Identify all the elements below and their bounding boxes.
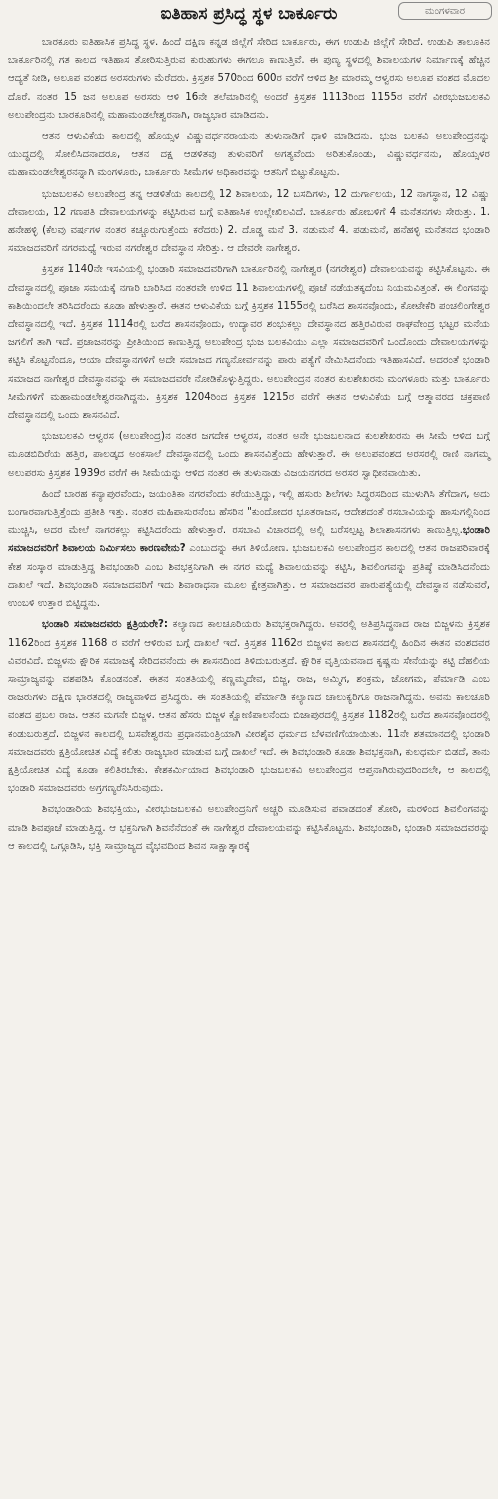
paragraph-7-tail: ಕಲ್ಯಾಣದ ಕಾಲಚೂರಿಯರು ಶಿವಭಕ್ತರಾಗಿದ್ದರು. ಅವರಲ್ಲಿ ಅತಿಪ್ರಸಿದ್ಧನಾದ ರಾಜ ಬಿಜ್ಜಳನು ಕ್ರಿಸ್ತಶಕ 1162ರಿಂದ ಕ್ರಿಸ್ತಶಕ 1168 ರ ವರೆಗೆ ಆಳಿರುವ ಬಗ್ಗೆ ದಾಖಲೆ ಇದೆ. ಕ್ರಿಸ್ತಶಕ 1162ರ ಬಿಜ್ಜಳನ ಕಾಲದ ಶಾಸನದಲ್ಲಿ ಹಿಂದಿನ ಈತನ ವಂಶದವರ ವಿವರವಿದೆ. ಬಿಜ್ಜಳನು ಕ್ಷೌರಿಕ ಸಮಾಜಕ್ಕೆ ಸೇರಿದವನೆಂದು ಈ ಶಾಸನದಿಂದ ತಿಳಿದುಬರುತ್ತದೆ. ಕ್ಷೌರಿಕ ವೃತ್ತಿಯವನಾದ ಕೃಷ್ಣನು ಸೇನೆಯನ್ನು ಕಟ್ಟಿ ದೆಹಲಿಯ ಸಾಮ್ರಾಜ್ಯವನ್ನು ವಶಪಡಿಸಿ ಕೊಂಡನಂತೆ. ಈತನ ಸಂತತಿಯಲ್ಲಿ ಕಣ್ಣಮ್ಮದೇವ, ಬಿಜ್ಜ, ರಾಜ, ಅಮ್ಮಿಗ, ಶಂಕ್ರಮ, ಜೋಗಮ, ಪೆರ್ಮಾಡಿ ಎಂಬ ರಾಜರುಗಳು ದಕ್ಷಿಣ ಭಾರತದಲ್ಲಿ ರಾಜ್ಯವಾಳಿದ ಪ್ರಸಿದ್ಧರು. ಈ ಸಂತತಿಯಲ್ಲಿ ಪೆರ್ಮಾಡಿ ಕಲ್ಯಾಣದ ಚಾಲುಕ್ಯರಿಗೂ ರಾಜನಾಗಿದ್ದನು. ಅವನು ಕಾಲಚೂರಿ ವಂಶದ ಪ್ರಬಲ ರಾಜ. ಆತನ ಮಗನೇ ಬಿಜ್ಜಳ. ಆತನ ಹೆಸರು ಬಿಜ್ಜಳ ಕ್ಷೋಣಿಪಾಲನೆಂದು ಬಿಜಾಪುರದಲ್ಲಿ ಕ್ರಿಸ್ತಶಕ 1182ರಲ್ಲಿ ಬರೆದ ಶಾಸನವೊಂದರಲ್ಲಿ ಕಂಡುಬರುತ್ತದೆ. ಬಿಜ್ಜಳನ ಕಾಲದಲ್ಲಿ ಬಸವೇಶ್ವರನು ಪ್ರಧಾನಮಂತ್ರಿಯಾಗಿ ವೀರಶೈವ ಧರ್ಮದ ಬೆಳವಣಿಗೆಯಾಯಿತು. 11ನೇ ಶತಮಾನದಲ್ಲಿ ಭಂಡಾರಿ ಸಮಾಜದವರು ಕ್ಷತ್ರಿಯೋಚಿತ ವಿದ್ಯೆ ಕಲಿತು ರಾಜ್ಯಭಾರ ಮಾಡುವ ಬಗ್ಗೆ ದಾಖಲೆ ಇದೆ. ಈ ಶಿವಭಂಡಾರಿ ಕೂಡಾ ಶಿವಭಕ್ತನಾಗಿ, ಕುಲಧರ್ಮ ಬಿಡದೆ, ತಾನು ಕ್ಷತ್ರಿಯೋಚಿತ ವಿದ್ಯೆ ಕೂಡಾ ಕಲಿತಿರಬೇಕು. ಕೇಶಕರ್ಮಿಯಾದ ಶಿವಭಂಡಾರಿ ಭುಜಬಲಕವಿ ಅಲುಪೇಂದ್ರನ ಆಪ್ತನಾಗಿರುವುದರಿಂದಲೇ, ಆ ಕಾಲದಲ್ಲಿ ಭಂಡಾರಿ ಸಮಾಜದವರು ಅಗ್ರಗಣ್ಯರೆನಿಸಿರುವುದು.: [8, 619, 490, 795]
paragraph-7: [8, 616, 490, 798]
paragraph-5: ಭುಜಬಲಕವಿ ಆಳ್ವರಸ (ಅಲುಪೇಂದ್ರ)ನ ನಂತರ ಜಗದೇಕ ಆಳ್ವರಸ, ನಂತರ ಅನೇ ಭುಜಬಲನಾದ ಕುಲಶೇಖರನು ಈ ಸೀಮೆ ಆಳಿದ ಬಗ್ಗೆ ಮೂಡಬಿದಿರೆಯ ಹತ್ತಿರ, ಪಾಲಡ್ಕದ ಅಂಕಸಾಲೆ ದೇವಸ್ಥಾನದಲ್ಲಿ ಒಂದು ಶಾಸನವಿತ್ತೆಂದು ಹೇಳುತ್ತಾರೆ. ಈ ಅಲುಪವಂಶದ ಅರಸರಲ್ಲಿ ರಾಣಿ ನಾಗಮ್ಮ ಅಲುಪರಸು ಕ್ರಿಸ್ತಶಕ 1939ರ ವರೆಗೆ ಈ ಸೀಮೆಯನ್ನು ಆಳಿದ ನಂತರ ಈ ತುಳುನಾಡು ವಿಜಯನಗರದ ಅರಸರ ಸ್ವಾಧೀನವಾಯಿತು.: [8, 431, 490, 479]
paragraph-8: ಶಿವಭಂಡಾರಿಯ ಶಿವಭಕ್ತಿಯು, ವೀರಭುಜಬಲಕವಿ ಅಲುಪೇಂದ್ರನಿಗೆ ಅಚ್ಚರಿ ಮೂಡಿಸುವ ಪವಾಡದಂತೆ ತೋರಿ, ಮರಳಿಂದ ಶಿವಲಿಂಗವನ್ನು ಮಾಡಿ ಶಿವಪೂಜೆ ಮಾಡುತ್ತಿದ್ದ. ಆ ಭಕ್ತನಿಗಾಗಿ ಶಿವನೆನೆದಂತೆ ಈ ನಾಗೇಶ್ವರ ದೇವಾಲಯವನ್ನು ಕಟ್ಟಿಸಿಕೊಟ್ಟನು. ಶಿವಭಂಡಾರಿ, ಭಂಡಾರಿ ಸಮಾಜದವರನ್ನು ಆ ಕಾಲದಲ್ಲಿ ಒಗ್ಗೂಡಿಸಿ, ಭಕ್ತಿ ಸಾಮ್ರಾಜ್ಯದ ವೈಭವದಿಂದ ಶಿವನ ಸಾಕ್ಷಾತ್ಕಾರಕ್ಕೆ: [8, 804, 490, 852]
paragraph-2: ಆತನ ಆಳುವಿಕೆಯ ಕಾಲದಲ್ಲಿ ಹೊಯ್ಸಳ ವಿಷ್ಣುವರ್ಧನರಾಯನು ತುಳುನಾಡಿಗೆ ಧಾಳಿ ಮಾಡಿದನು. ಭುಜ ಬಲಕವಿ ಅಲುಪೇಂದ್ರನನ್ನು ಯುದ್ಧದಲ್ಲಿ ಸೋಲಿಸಿದನಾದರೂ, ಆತನ ದಕ್ಷ ಆಡಳಿತವು ತುಳುವರಿಗೆ ಅಗತ್ಯವೆಂದು ಅರಿತುಕೊಂಡು, ವಿಷ್ಣುವರ್ಧನನು, ಹೊಯ್ಸಳರ ಮಹಾಮಂಡಲೇಶ್ವರನನ್ನಾಗಿ ಮಂಗಳೂರು, ಬಾರ್ಕೂರು ಸೀಮೆಗಳ ಅಧಿಕಾರವನ್ನು ಆತನಿಗೆ ಬಿಟ್ಟುಕೊಟ್ಟನು.: [8, 131, 490, 179]
paragraph-6: [8, 486, 490, 613]
article-body: [0, 34, 498, 856]
paragraph-6-tail: ಎಂಬುದನ್ನು ಈಗ ತಿಳಿಯೋಣ. ಭುಜಬಲಕವಿ ಅಲುಪೇಂದ್ರನ ಕಾಲದಲ್ಲಿ ಆತನ ರಾಜಪರಿವಾರಕ್ಕೆ ಕೇಶ ಸಂಸ್ಕಾರ ಮಾಡುತ್ತಿದ್ದ ಶಿವಭಂಡಾರಿ ಎಂಬ ಶಿವಭಕ್ತನಿಗಾಗಿ ಈ ನಗರ ಮಧ್ಯೆ ಶಿವಾಲಯವನ್ನು ಕಟ್ಟಿಸಿ, ಶಿವಲಿಂಗವನ್ನು ಪ್ರತಿಷ್ಠೆ ಮಾಡಿಸಿದನೆಂದು ದಾಖಲೆ ಇದೆ. ಶಿವಭಂಡಾರಿ ಸಮಾಜದವರಿಗೆ ಇದು ಶಿವಾರಾಧನಾ ಮೂಲ ಕ್ಷೇತ್ರವಾಗಿತ್ತು. ಆ ಸಮಾಜದವರ ಪಾರುಪತ್ಯೆಯಲ್ಲಿ ದೇವಸ್ಥಾನ ನಡೆಸುವರೆ, ಉಂಬಳಿ ಉತ್ತಾರ ಬಿಟ್ಟಿದ್ದನು.: [8, 543, 490, 610]
paragraph-3: ಭುಜಬಲಕವಿ ಅಲುಪೇಂದ್ರ ತನ್ನ ಆಡಳಿತೆಯ ಕಾಲದಲ್ಲಿ 12 ಶಿವಾಲಯ, 12 ಬಸದಿಗಳು, 12 ದುರ್ಗಾಲಯ, 12 ನಾಗಸ್ಥಾನ, 12 ವಿಷ್ಣು ದೇವಾಲಯ, 12 ಗಣಪತಿ ದೇವಾಲಯಗಳನ್ನು ಕಟ್ಟಿಸಿರುವ ಬಗ್ಗೆ ಐತಿಹಾಸಿಕ ಉಲ್ಲೇಖಿಲವಿದೆ. ಬಾರ್ಕೂರು ಹೋಬಳಿಗೆ 4 ಮನೆತನಗಳು ಸೇರುತ್ತು. 1. ಹನೇಹಳ್ಳಿ (ಕೆಲವು ವರ್ಷಗಳ ನಂತರ ಕಚ್ಚೂರುಗುತ್ತೆಂದು ಕರೆದರು) 2. ದೊಡ್ಡ ಮನೆ 3. ನಡುಮನೆ 4. ಪಡುಮನೆ, ಹನೆಹಳ್ಳಿ ಮನೆತನದ ಭಂಡಾರಿ ಸಮಾಜದವರಿಗೆ ನಗರಮಧ್ಯೆ ಇರುವ ನಗರೇಶ್ವರ ದೇವಸ್ಥಾನ ಸೇರಿತ್ತು. ಆ ದೇವರೇ ನಾಗೇಶ್ವರ.: [8, 188, 490, 255]
article-header: [0, 0, 498, 34]
paragraph-4: ಕ್ರಿಸ್ತಶಕ 1140ನೇ ಇಸವಿಯಲ್ಲಿ ಭಂಡಾರಿ ಸಮಾಜದವರಿಗಾಗಿ ಬಾರ್ಕೂರಿನಲ್ಲಿ ನಾಗೇಶ್ವರ (ನಗರೇಶ್ವರ) ದೇವಾಲಯವನ್ನು ಕಟ್ಟಿಸಿಕೊಟ್ಟನು. ಈ ದೇವಸ್ಥಾನದಲ್ಲಿ ಪೂಜಾ ಸಮಯಕ್ಕೆ ನಗಾರಿ ಬಾರಿಸಿದ ನಂತರವೇ ಉಳಿದ 11 ಶಿವಾಲಯಗಳಲ್ಲಿ ಪೂಜೆ ನಡೆಯತಕ್ಕದೆಂಬ ನಿಯಮವಿತ್ತಂತೆ. ಈ ಲಿಂಗವನ್ನು ಕಾಶಿಯಿಂದಲೇ ತರಿಸಿದರೆಂದು ಕೂಡಾ ಹೇಳುತ್ತಾರೆ. ಈತನ ಆಳುವಿಕೆಯ ಬಗ್ಗೆ ಕ್ರಿಸ್ತಶಕ 1155ರಲ್ಲಿ ಬರೆಸಿದ ಶಾಸನವೊಂದು, ಕೋಟೇಕೆರಿ ಪಂಚಲಿಂಗೇಶ್ವರ ದೇವಸ್ಥಾನದಲ್ಲಿ ಇದೆ. ಕ್ರಿಸ್ತಶಕ 1114ರಲ್ಲಿ ಬರೆದ ಶಾಸನವೊಂದು, ಉದ್ಯಾವರ ಶಂಭುಕಲ್ಲು ದೇವಸ್ಥಾನದ ಹತ್ತಿರವಿರುವ ರಾಘವೇಂದ್ರ ಭಟ್ಟರ ಮನೆಯ ಜಗಲಿಗೆ ತಾಗಿ ಇದೆ. ಪ್ರಜಾಜನರನ್ನು ಪ್ರೀತಿಯಿಂದ ಕಾಣುತ್ತಿದ್ದ ಅಲುಪೇಂದ್ರ ಭುಜ ಬಲಕವಿಯು ಎಲ್ಲಾ ಸಮಾಜದವರಿಗೆ ಒಂದೊಂದು ದೇವಾಲಯಗಳನ್ನು ಕಟ್ಟಿಸಿ ಕೊಟ್ಟನೆಂದೂ, ಆಯಾ ದೇವಸ್ಥಾನಗಳಿಗೆ ಅದೇ ಸಮಾಜದ ಗಣ್ಯನೋರ್ವನನ್ನು ಪಾರು ಪತ್ಯೆಗೆ ನೇಮಿಸಿದನೆಂದು ಇತಿಹಾಸವಿದೆ. ಅದರಂತೆ ಭಂಡಾರಿ ಸಮಾಜದ ನಾಗೇಶ್ವರ ದೇವಸ್ಥಾನವನ್ನು ಈ ಸಮಾಜದವರೇ ನೋಡಿಕೊಳ್ಳುತ್ತಿದ್ದರು. ಅಲುಪೇಂದ್ರನ ನಂತರ ಕುಲಶೇಖರನು ಮಂಗಳೂರು ಮತ್ತು ಬಾರ್ಕೂರು ಸೀಮೆಗಳಿಗೆ ಮಹಾಮಂಡಲೇಶ್ವರನಾಗಿದ್ದನು. ಕ್ರಿಸ್ತಶಕ 1204ರಿಂದ ಕ್ರಿಸ್ತಶಕ 1215ರ ವರೆಗೆ ಈತನ ಆಳುವಿಕೆಯ ಬಗ್ಗೆ ಆತ್ಮಾವರದ ಚಕ್ರಪಾಣಿ ದೇವಸ್ಥಾನದಲ್ಲಿ ಒಂದು ಶಾಸನವಿದೆ.: [8, 264, 490, 422]
corner-badge: ಮಂಗಳವಾರ: [398, 2, 492, 20]
paragraph-1: ಬಾರಕೂರು ಐತಿಹಾಸಿಕ ಪ್ರಸಿದ್ಧ ಸ್ಥಳ. ಹಿಂದೆ ದಕ್ಷಿಣ ಕನ್ನಡ ಜಿಲ್ಲೆಗೆ ಸೇರಿದ ಬಾರ್ಕೂರು, ಈಗ ಉಡುಪಿ ಜಿಲ್ಲೆಗೆ ಸೇರಿದೆ. ಉಡುಪಿ ತಾಲೂಕಿನ ಬಾರ್ಕೂರಿನಲ್ಲಿ ಗತ ಕಾಲದ ಇತಿಹಾಸ ತೋರಿಸುತ್ತಿರುವ ಕುರುಹುಗಳು ಈಗಲೂ ಕಾಣುತ್ತಿವೆ. ಈ ಪುಣ್ಯ ಸ್ಥಳದಲ್ಲಿ ಶಿವಾಲಯಗಳ ನಿರ್ಮಾಣಕ್ಕೆ ಹೆಚ್ಚಿನ ಆದ್ಯತೆ ನೀಡಿ, ಅಲೂಪ ವಂಶದ ಅರಸರುಗಳು ಮೆರೆದರು. ಕ್ರಿಸ್ತಶಕ 570ರಿಂದ 600ರ ವರೆಗೆ ಆಳಿದ ಶ್ರೀ ಮಾರಮ್ಮ ಆಳ್ವರಸು ಅಲೂಪ ವಂಶದ ಮೊದಲ ದೊರೆ. ನಂತರ 15 ಜನ ಅಲೂಪ ಅರಸರು ಆಳಿ 16ನೇ ತಲೆಮಾರಿನಲ್ಲಿ ಅಂದರೆ ಕ್ರಿಸ್ತಶಕ 1113ರಿಂದ 1155ರ ವರೆಗೆ ವೀರಭುಜಬಲಕವಿ ಅಲುಪೇಂದ್ರನು ಬಾರಕೂರಿನಲ್ಲಿ ಮಹಾಮಂಡಲೇಶ್ವರನಾಗಿ, ರಾಜ್ಯಭಾರ ಮಾಡಿದನು.: [8, 37, 490, 121]
paragraph-6-text: ಹಿಂದೆ ಬಾರಹ ಕನ್ಯಾಪುರವೆಂದು, ಜಯಂತಿಕಾ ನಗರವೆಂದು ಕರೆಯುತ್ತಿದ್ದು, ಇಲ್ಲಿ ಹಸುರು ಶಿಲೆಗಳು ಸಿದ್ಧರಸದಿಂದ ಮುಳುಗಿಸಿ ತೆಗೆದಾಗ, ಅದು ಬಂಗಾರವಾಗುತ್ತಿತ್ತೆಂದು ಪ್ರತೀತಿ ಇತ್ತು. ನಂತರ ಮಹಿಪಾಸುರನೆಂಬ ಹೆಸರಿನ "ಕುಂದೋದರ ಭೂತರಾಜನ, ಆದೇಶದಂತೆ ರಸಬಾವಿಯನ್ನು ಹಾಸುಗಲ್ಲಿನಿಂದ ಮುಚ್ಚಿಸಿ, ಅದರ ಮೇಲೆ ನಾಗರಕಲ್ಲು ಕಟ್ಟಿಸಿದರೆಂದು ಹೇಳುತ್ತಾರೆ. ರಸಬಾವಿ ವಿಚಾರದಲ್ಲಿ ಅಲ್ಲಿ ಬರೆಸಲ್ಪಟ್ಟ ಶಿಲಾಶಾಸನಗಳು ಕಾಣುತ್ತಿಲ್ಲ.: [8, 488, 490, 537]
paragraph-7-heading: ಭಂಡಾರಿ ಸಮಾಜದವರು ಕ್ಷತ್ರಿಯರೇ?:: [42, 619, 169, 631]
paragraph-6-bold: ಭಂಡಾರಿ ಸಮಾಜದವರಿಗೆ ಶಿವಾಲಯ ನಿರ್ಮಿಸಲು ಕಾರಣವೇನು?: [8, 525, 490, 555]
article-title: ಐತಿಹಾಸ ಪ್ರಸಿದ್ಧ ಸ್ಥಳ ಬಾರ್ಕೂರು: [160, 4, 338, 24]
